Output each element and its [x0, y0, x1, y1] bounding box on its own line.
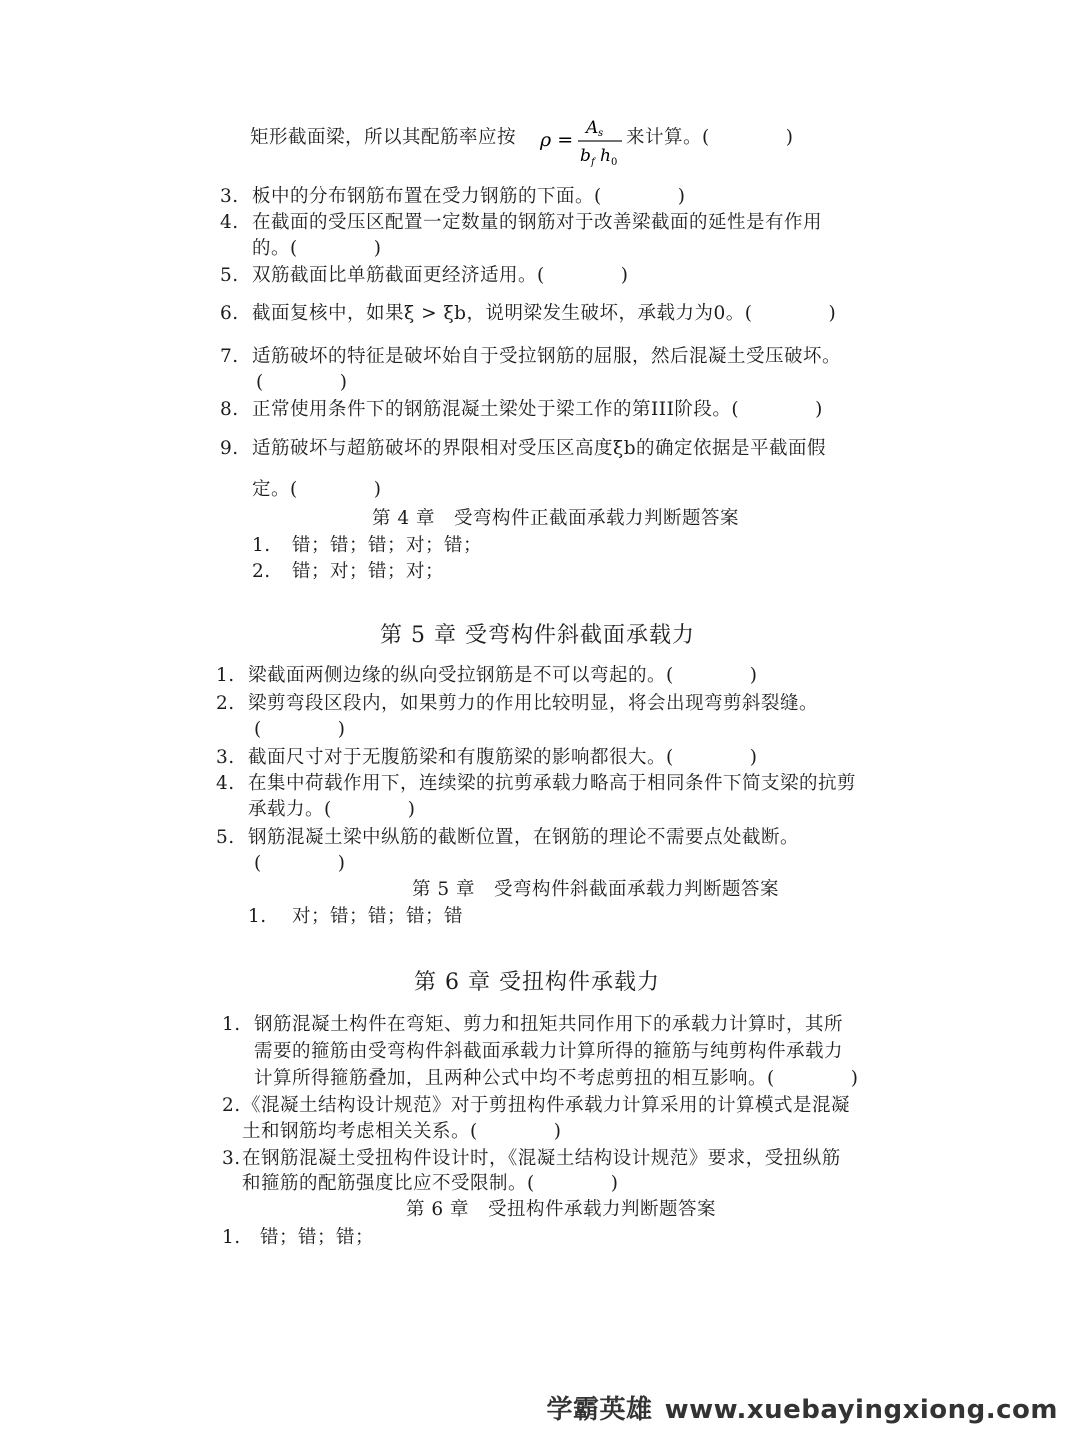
watermark-brand: 学霸英雄	[546, 1395, 653, 1425]
intro-text-after: 来计算。( )	[626, 127, 794, 148]
ch6-question-2-line-2: 土和钢筋均考虑相关关系。( )	[242, 1121, 562, 1142]
ch6-question-1-line-3: 计算所得箍筋叠加，且两种公式中均不考虑剪扭的相互影响。( )	[254, 1068, 859, 1089]
ch4-question-7-cont: ( )	[256, 372, 348, 393]
question-text: 钢筋混凝土构件在弯矩、剪力和扭矩共同作用下的承载力计算时，其所	[254, 1014, 844, 1035]
question-number: 3.	[222, 1148, 241, 1169]
formula-denominator: b	[580, 146, 591, 166]
site-watermark	[547, 1389, 1058, 1426]
ch6-answers-title: 第 6 章 受扭构件承载力判断题答案	[406, 1199, 717, 1220]
ch6-question-2	[222, 1094, 850, 1118]
answer-number: 1.	[222, 1227, 241, 1248]
ch4-answer-line-1	[252, 534, 482, 558]
ch4-question-3	[220, 185, 685, 209]
reinforcement-ratio-formula	[540, 113, 624, 169]
question-text: 板中的分布钢筋布置在受力钢筋的下面。( )	[252, 186, 686, 207]
ch6-question-1-line-2: 需要的箍筋由受弯构件斜截面承载力计算所得的箍筋与纯剪构件承载力	[254, 1041, 844, 1062]
ch5-question-5-cont: ( )	[254, 853, 346, 874]
question-number: 4.	[220, 212, 239, 233]
question-number: 3.	[216, 747, 235, 768]
ch4-question-7	[220, 345, 841, 369]
ch4-question-9	[220, 437, 826, 461]
ch6-question-1	[222, 1013, 843, 1037]
question-text: 《混凝土结构设计规范》对于剪扭构件承载力计算采用的计算模式是混凝	[242, 1095, 851, 1116]
formula-denominator2: h	[600, 146, 611, 166]
answer-text: 错；对；错；对；	[292, 561, 445, 582]
ch4-question-9-cont: 定。( )	[252, 479, 382, 500]
formula-denominator-sub: f	[591, 157, 595, 168]
question-number: 4.	[216, 773, 235, 794]
ch5-heading: 第 5 章 受弯构件斜截面承载力	[380, 623, 695, 648]
question-text: 在截面的受压区配置一定数量的钢筋对于改善梁截面的延性是有作用	[252, 212, 823, 233]
question-number: 2.	[216, 693, 235, 714]
answer-number: 2.	[252, 561, 271, 582]
formula-numerator-sub: s	[598, 128, 604, 139]
ch4-question-8	[220, 398, 823, 422]
formula-denominator2-sub: 0	[611, 157, 618, 168]
formula-lhs: ρ =	[540, 129, 574, 151]
question-number: 3.	[220, 186, 239, 207]
ch5-answers-title: 第 5 章 受弯构件斜截面承载力判断题答案	[412, 879, 780, 900]
question-text: 钢筋混凝土梁中纵筋的截断位置，在钢筋的理论不需要点处截断。	[248, 827, 800, 848]
ch5-question-1	[216, 664, 757, 688]
answer-number: 1.	[252, 535, 271, 556]
question-number: 2.	[222, 1095, 241, 1116]
question-number: 1.	[216, 665, 235, 686]
question-text: 梁截面两侧边缘的纵向受拉钢筋是不可以弯起的。( )	[248, 665, 758, 686]
question-number: 7.	[220, 346, 239, 367]
answer-number: 1.	[248, 906, 267, 927]
question-number: 8.	[220, 399, 239, 420]
ch4-answer-line-2	[252, 560, 444, 584]
question-text: 梁剪弯段区段内，如果剪力的作用比较明显，将会出现弯剪斜裂缝。	[248, 693, 819, 714]
question-text: 正常使用条件下的钢筋混凝土梁处于梁工作的第III阶段。( )	[252, 399, 823, 420]
question-number: 6.	[220, 303, 239, 324]
ch4-question-4-cont: 的。( )	[252, 238, 382, 259]
ch6-question-3	[222, 1147, 841, 1171]
answer-text: 错；错；错；	[260, 1227, 375, 1248]
question-text: 截面复核中，如果ξ > ξb，说明梁发生破坏，承载力为0。( )	[252, 303, 837, 324]
ch4-question-6	[220, 302, 836, 326]
question-text: 双筋截面比单筋截面更经济适用。( )	[252, 265, 629, 286]
formula-numerator: A	[586, 118, 599, 138]
question-text: 在钢筋混凝土受扭构件设计时，《混凝土结构设计规范》要求，受扭纵筋	[242, 1148, 841, 1169]
question-text: 截面尺寸对于无腹筋梁和有腹筋梁的影响都很大。( )	[248, 747, 758, 768]
question-number: 1.	[222, 1014, 241, 1035]
ch5-question-3	[216, 746, 757, 770]
ch6-heading: 第 6 章 受扭构件承载力	[414, 970, 660, 995]
watermark-url: www.xuebayingxiong.com	[664, 1395, 1058, 1425]
ch5-question-4	[216, 772, 856, 796]
question-text: 适筋破坏的特征是破坏始自于受拉钢筋的屈服，然后混凝土受压破坏。	[252, 346, 842, 367]
ch5-question-2	[216, 692, 818, 716]
ch5-answer-line-1	[248, 905, 463, 929]
ch4-question-4	[220, 211, 822, 235]
question-text: 适筋破坏与超筋破坏的界限相对受压区高度ξb的确定依据是平截面假	[252, 438, 827, 459]
question-number: 5.	[220, 265, 239, 286]
question-number: 5.	[216, 827, 235, 848]
ch6-answer-line-1	[222, 1226, 374, 1250]
question-number: 9.	[220, 438, 239, 459]
ch5-question-4-cont: 承载力。( )	[248, 799, 416, 820]
ch4-answers-title: 第 4 章 受弯构件正截面承载力判断题答案	[372, 508, 740, 529]
answer-text: 对；错；错；错；错	[292, 906, 464, 927]
ch5-question-5	[216, 826, 799, 850]
ch6-question-3-line-2: 和箍筋的配筋强度比应不受限制。( )	[242, 1173, 619, 1194]
ch5-question-2-cont: ( )	[254, 719, 346, 740]
question-text: 在集中荷载作用下，连续梁的抗剪承载力略高于相同条件下简支梁的抗剪	[248, 773, 857, 794]
intro-text-before: 矩形截面梁，所以其配筋率应按	[250, 127, 517, 148]
answer-text: 错；错；错；对；错；	[292, 535, 483, 556]
ch4-question-5	[220, 264, 628, 288]
